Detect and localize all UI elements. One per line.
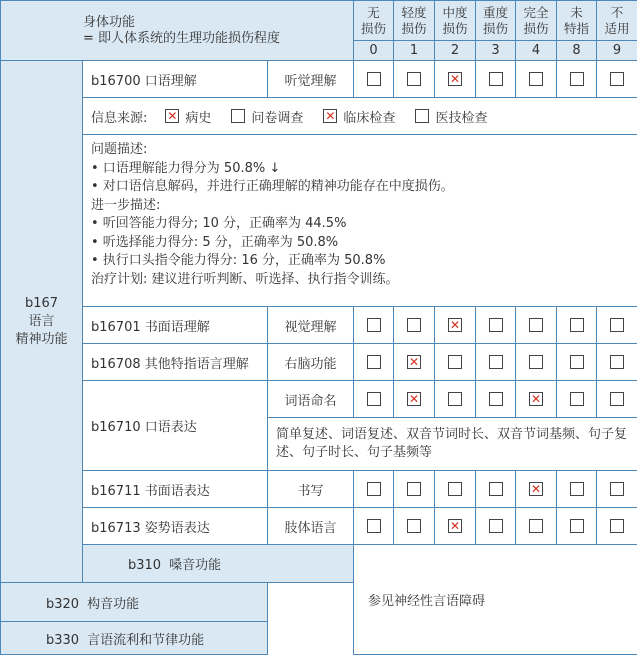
checkbox-level-4[interactable] [529, 72, 543, 86]
checkbox-level-4[interactable] [529, 392, 543, 406]
info-source-option[interactable]: 医技检查 [415, 107, 487, 126]
item-label: b16713 姿势语表达 [83, 508, 268, 545]
checkbox-level-4[interactable] [529, 318, 543, 332]
ability-label: 视觉理解 [268, 307, 354, 344]
level-header-1: 轻度 损伤 [394, 1, 435, 41]
checkbox-level-4[interactable] [529, 482, 543, 496]
checkbox-level-2[interactable] [448, 355, 462, 369]
level-num-1: 1 [394, 41, 435, 61]
info-source-option[interactable]: 问卷调查 [231, 107, 303, 126]
checkbox-level-3[interactable] [489, 72, 503, 86]
checkbox-level-1[interactable] [407, 482, 421, 496]
level-header-2: 中度 损伤 [435, 1, 476, 41]
level-header-8: 未 特指 [557, 1, 597, 41]
notes-cell [83, 135, 637, 307]
level-num-2: 2 [435, 41, 476, 61]
row-b16711 [1, 471, 637, 508]
bottom-item-b320: b320 构音功能 [1, 583, 268, 622]
checkbox-level-4[interactable] [529, 355, 543, 369]
checkbox-level-3[interactable] [489, 318, 503, 332]
item-label: b16700 口语理解 [83, 61, 268, 98]
checkbox-level-9[interactable] [610, 482, 624, 496]
checkbox-icon[interactable] [415, 109, 429, 123]
notes-line: 进一步描述: [91, 197, 161, 213]
notes-line: • 听选择能力得分: 5 分，正确率为 50.8% [91, 234, 339, 250]
checkbox-level-3[interactable] [489, 519, 503, 533]
checkbox-level-4[interactable] [529, 519, 543, 533]
header-subtitle: = 即人体系统的生理功能损伤程度 [83, 30, 281, 46]
checkbox-level-8[interactable] [570, 519, 584, 533]
checkbox-level-1[interactable] [407, 318, 421, 332]
level-num-3: 3 [476, 41, 516, 61]
group-code: b167 [24, 295, 59, 311]
checkbox-level-2[interactable] [448, 72, 462, 86]
notes-line: • 口语理解能力得分为 50.8% ↓ [91, 160, 281, 176]
info-source-row [83, 98, 637, 135]
checkbox-level-0[interactable] [367, 355, 381, 369]
checkbox-level-9[interactable] [610, 318, 624, 332]
notes-line: 问题描述: [91, 142, 148, 157]
checkbox-icon[interactable] [231, 109, 245, 123]
checkbox-icon[interactable] [323, 109, 337, 123]
checkbox-level-3[interactable] [489, 355, 503, 369]
notes-line: • 执行口头指令能力得分: 16 分，正确率为 50.8% [91, 253, 386, 268]
checkbox-level-9[interactable] [610, 519, 624, 533]
row-b16700 [1, 61, 637, 98]
bottom-item-b330: b330 言语流利和节律功能 [1, 622, 268, 655]
checkbox-icon[interactable] [165, 109, 179, 123]
expression-note: 简单复述、词语复述、双音节词时长、双音节词基频、句子复述、句子时长、句子基频等 [268, 418, 637, 471]
checkbox-level-1[interactable] [407, 72, 421, 86]
group-name-line1: 语言 [28, 313, 55, 329]
checkbox-level-0[interactable] [367, 519, 381, 533]
row-b16708 [1, 344, 637, 381]
header-title-cell [1, 1, 354, 61]
group-name-line2: 精神功能 [15, 331, 68, 347]
checkbox-level-9[interactable] [610, 355, 624, 369]
info-source-option[interactable]: ✕ 病史 [165, 107, 211, 126]
checkbox-level-3[interactable] [489, 482, 503, 496]
level-header-3: 重度 损伤 [476, 1, 516, 41]
checkbox-level-1[interactable] [407, 519, 421, 533]
checkbox-level-2[interactable] [448, 392, 462, 406]
item-label: b16708 其他特指语言理解 [83, 344, 268, 381]
level-num-9: 9 [597, 41, 637, 61]
level-num-4: 4 [516, 41, 557, 61]
group-b167-cell [1, 61, 83, 583]
checkbox-level-9[interactable] [610, 392, 624, 406]
checkbox-level-2[interactable] [448, 519, 462, 533]
item-label: b16710 口语表达 [83, 381, 268, 471]
level-header-4: 完全 损伤 [516, 1, 557, 41]
level-num-8: 8 [557, 41, 597, 61]
bottom-reference: 参见神经性言语障碍 [354, 545, 637, 655]
item-label: b16701 书面语理解 [83, 307, 268, 344]
info-source-option[interactable]: ✕ 临床检查 [323, 107, 395, 126]
ability-label: 肢体语言 [268, 508, 354, 545]
ability-label: 书写 [268, 471, 354, 508]
checkbox-level-8[interactable] [570, 482, 584, 496]
checkbox-level-3[interactable] [489, 392, 503, 406]
notes-line: • 对口语信息解码，并进行正确理解的精神功能存在中度损伤。 [91, 179, 454, 194]
level-num-0: 0 [354, 41, 394, 61]
row-b310 [1, 545, 637, 583]
checkbox-level-8[interactable] [570, 72, 584, 86]
header-title: 身体功能 [83, 14, 136, 30]
item-label: b16711 书面语表达 [83, 471, 268, 508]
checkbox-level-8[interactable] [570, 392, 584, 406]
checkbox-level-0[interactable] [367, 392, 381, 406]
ability-label: 词语命名 [268, 381, 354, 418]
row-b16713 [1, 508, 637, 545]
checkbox-level-0[interactable] [367, 482, 381, 496]
checkbox-level-1[interactable] [407, 355, 421, 369]
bottom-item-b310: b310 嗓音功能 [83, 545, 354, 583]
notes-line: • 听回答能力得分; 10 分，正确率为 44.5% [91, 216, 347, 231]
checkbox-level-8[interactable] [570, 355, 584, 369]
row-b16701 [1, 307, 637, 344]
info-source-label: 信息来源: [91, 110, 148, 126]
level-header-9: 不 适用 [597, 1, 637, 41]
ability-label: 右脑功能 [268, 344, 354, 381]
checkbox-level-2[interactable] [448, 318, 462, 332]
checkbox-level-0[interactable] [367, 318, 381, 332]
checkbox-level-2[interactable] [448, 482, 462, 496]
checkbox-level-0[interactable] [367, 72, 381, 86]
notes-line: 治疗计划: 建议进行听判断、听选择、执行指令训练。 [91, 271, 399, 287]
checkbox-level-9[interactable] [610, 72, 624, 86]
level-header-0: 无 损伤 [354, 1, 394, 41]
row-b16710 [1, 381, 637, 418]
checkbox-level-8[interactable] [570, 318, 584, 332]
checkbox-level-1[interactable] [407, 392, 421, 406]
ability-label: 听觉理解 [268, 61, 354, 98]
